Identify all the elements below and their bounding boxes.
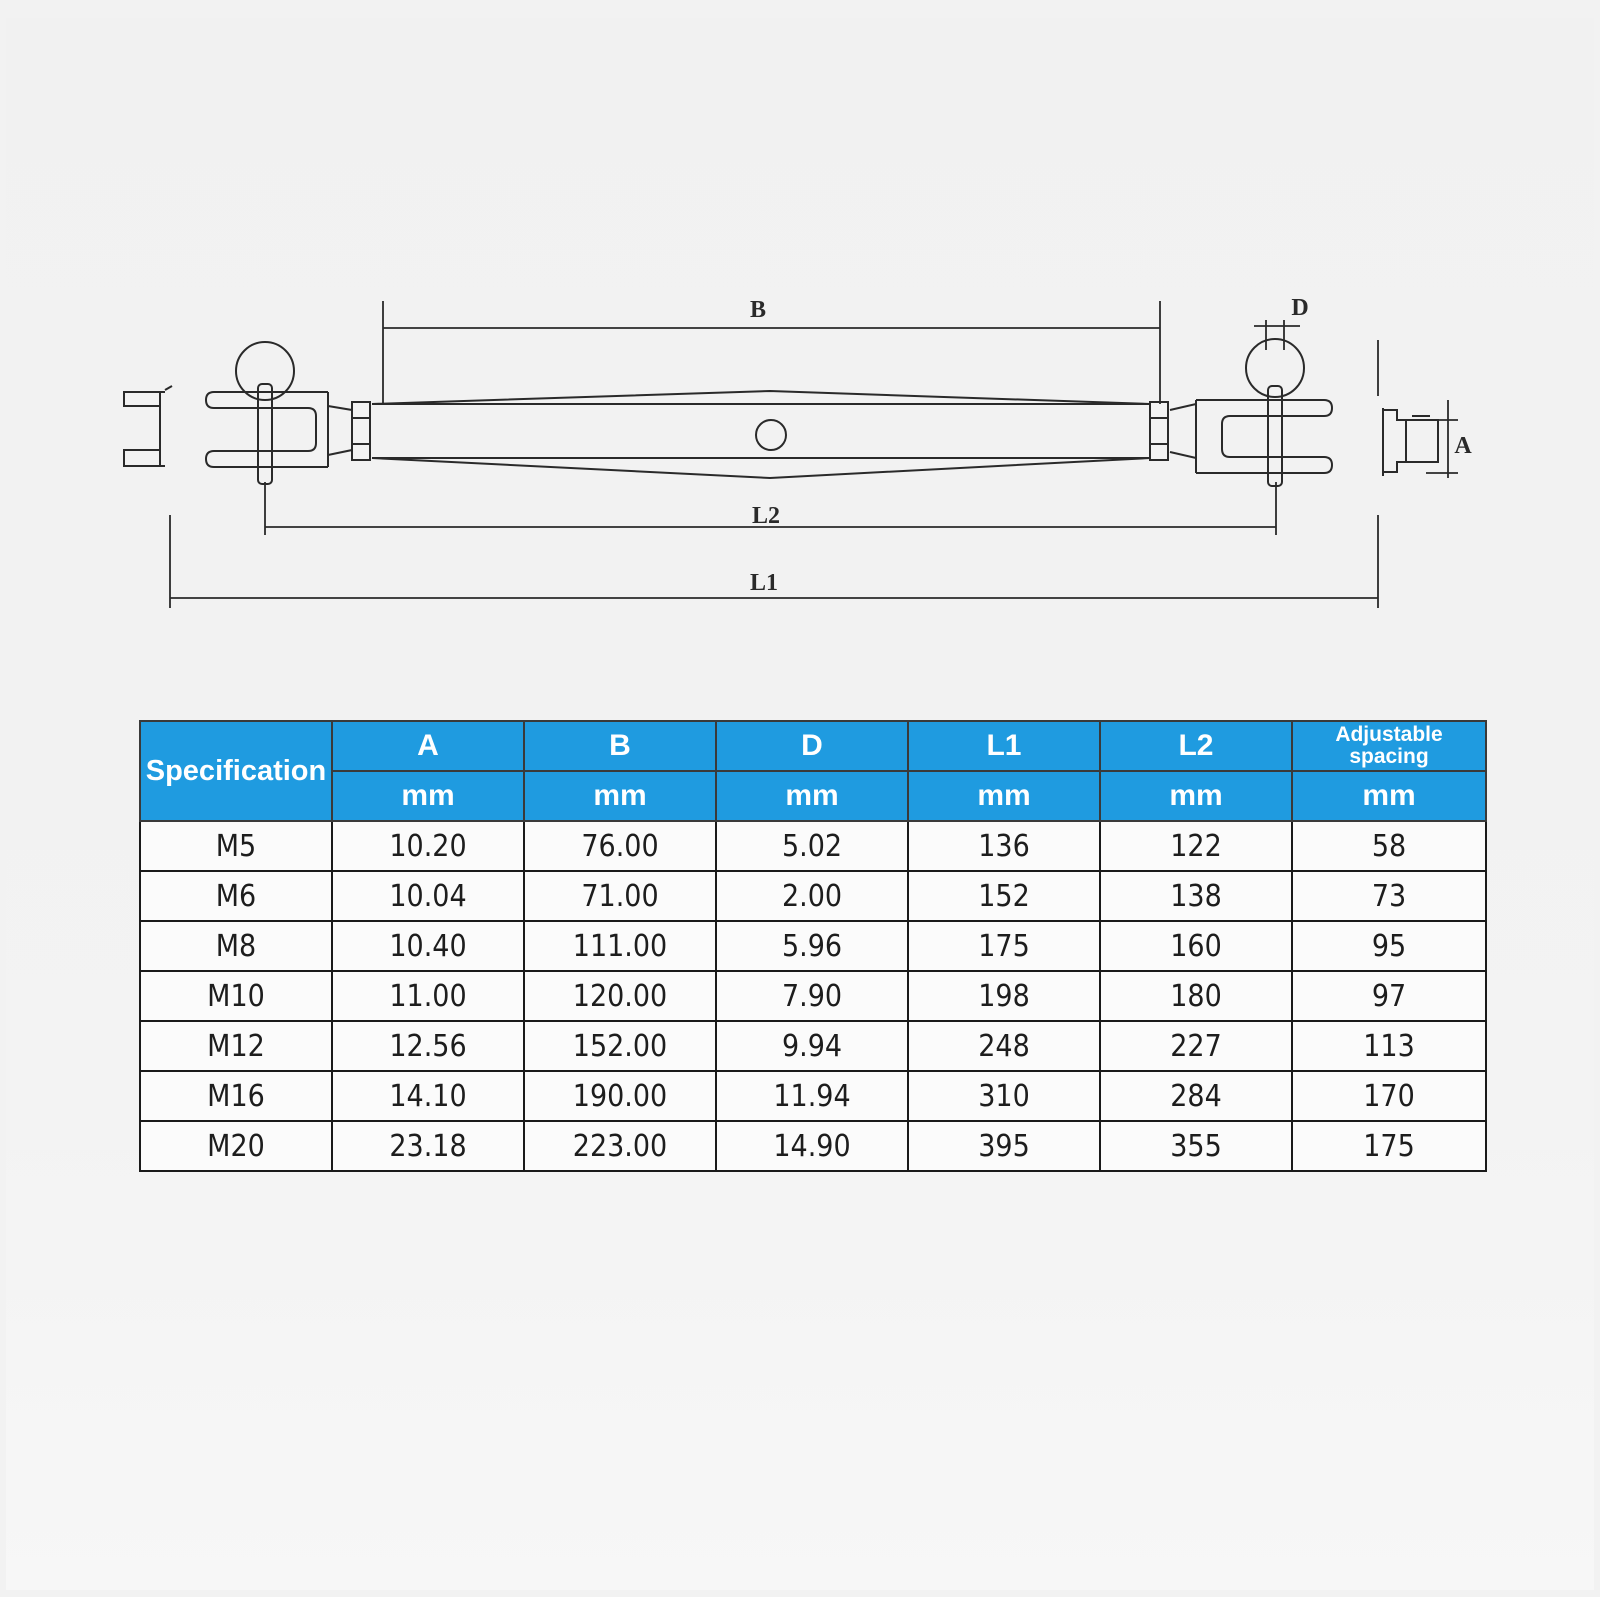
value-cell: 95	[1292, 921, 1486, 971]
value-cell: 170	[1292, 1071, 1486, 1121]
spec-cell: M16	[140, 1071, 332, 1121]
value-cell: 310	[908, 1071, 1100, 1121]
right-fork-side-view	[1383, 408, 1438, 476]
header-l2: L2	[1100, 721, 1292, 771]
value-cell: 395	[908, 1121, 1100, 1171]
value-cell: 12.56	[332, 1021, 524, 1071]
header-adjustable-spacing: Adjustable spacing	[1292, 721, 1486, 771]
value-cell: 122	[1100, 821, 1292, 871]
table-body	[140, 821, 1486, 1171]
value-cell: 227	[1100, 1021, 1292, 1071]
body-hole	[756, 420, 786, 450]
value-cell: 73	[1292, 871, 1486, 921]
spec-cell: M10	[140, 971, 332, 1021]
value-cell: 120.00	[524, 971, 716, 1021]
header-d: D	[716, 721, 908, 771]
value-cell: 14.90	[716, 1121, 908, 1171]
table-row	[140, 1121, 1486, 1171]
value-cell: 152	[908, 871, 1100, 921]
table-row	[140, 821, 1486, 871]
label-d: D	[1291, 295, 1309, 321]
left-fork-side-view	[124, 386, 172, 466]
value-cell: 14.10	[332, 1071, 524, 1121]
header-specification: Specification	[140, 721, 332, 821]
value-cell: 23.18	[332, 1121, 524, 1171]
turnbuckle-technical-drawing	[0, 0, 1600, 700]
value-cell: 10.20	[332, 821, 524, 871]
unit-b: mm	[524, 771, 716, 821]
value-cell: 190.00	[524, 1071, 716, 1121]
table-row	[140, 871, 1486, 921]
header-row-labels	[140, 721, 1486, 771]
unit-adjustable-spacing: mm	[1292, 771, 1486, 821]
label-b: B	[749, 297, 767, 323]
spec-cell: M12	[140, 1021, 332, 1071]
value-cell: 113	[1292, 1021, 1486, 1071]
unit-l1: mm	[908, 771, 1100, 821]
value-cell: 160	[1100, 921, 1292, 971]
turnbuckle-body	[372, 391, 1150, 478]
specification-table	[139, 720, 1487, 1172]
value-cell: 97	[1292, 971, 1486, 1021]
value-cell: 355	[1100, 1121, 1292, 1171]
value-cell: 175	[908, 921, 1100, 971]
table-row	[140, 1021, 1486, 1071]
value-cell: 9.94	[716, 1021, 908, 1071]
header-l1: L1	[908, 721, 1100, 771]
value-cell: 10.40	[332, 921, 524, 971]
value-cell: 284	[1100, 1071, 1292, 1121]
label-l2: L2	[751, 503, 781, 529]
table-row	[140, 971, 1486, 1021]
spec-cell: M5	[140, 821, 332, 871]
label-a: A	[1454, 433, 1472, 459]
value-cell: 71.00	[524, 871, 716, 921]
value-cell: 223.00	[524, 1121, 716, 1171]
value-cell: 136	[908, 821, 1100, 871]
value-cell: 5.96	[716, 921, 908, 971]
table-header	[140, 721, 1486, 821]
dimension-lines	[170, 301, 1458, 608]
label-l1: L1	[749, 570, 779, 596]
header-row-units	[140, 771, 1486, 821]
right-jaw-end	[1150, 339, 1332, 486]
value-cell: 76.00	[524, 821, 716, 871]
spec-cell: M20	[140, 1121, 332, 1171]
value-cell: 5.02	[716, 821, 908, 871]
unit-a: mm	[332, 771, 524, 821]
value-cell: 11.00	[332, 971, 524, 1021]
unit-d: mm	[716, 771, 908, 821]
value-cell: 58	[1292, 821, 1486, 871]
spec-cell: M8	[140, 921, 332, 971]
value-cell: 111.00	[524, 921, 716, 971]
value-cell: 152.00	[524, 1021, 716, 1071]
value-cell: 2.00	[716, 871, 908, 921]
value-cell: 180	[1100, 971, 1292, 1021]
header-a: A	[332, 721, 524, 771]
spec-cell: M6	[140, 871, 332, 921]
table-row	[140, 921, 1486, 971]
value-cell: 10.04	[332, 871, 524, 921]
left-jaw-end	[206, 342, 370, 484]
value-cell: 248	[908, 1021, 1100, 1071]
value-cell: 7.90	[716, 971, 908, 1021]
header-b: B	[524, 721, 716, 771]
table-row	[140, 1071, 1486, 1121]
value-cell: 11.94	[716, 1071, 908, 1121]
unit-l2: mm	[1100, 771, 1292, 821]
value-cell: 138	[1100, 871, 1292, 921]
value-cell: 175	[1292, 1121, 1486, 1171]
value-cell: 198	[908, 971, 1100, 1021]
